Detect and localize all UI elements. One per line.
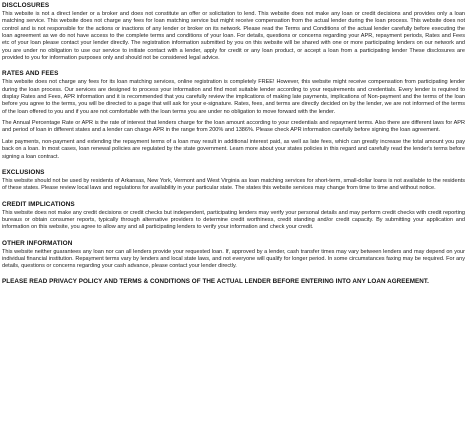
credit-implications-heading: CREDIT IMPLICATIONS [2,200,75,208]
privacy-terms-notice: PLEASE READ PRIVACY POLICY AND TERMS & CONDITIONS OF THE ACTUAL LENDER BEFORE ENTERING INTO ANY LOAN AGREEMENT. [2,277,429,285]
disclosures-body: This website is not a direct lender or a broker and does not constitute an offer or solicitation to lend. This website does not make any loan or credit decisions and provides only a loan matching service. This website does not charge any fees for loan matching service but might receive compensation from the actual lender during the loan process. This website does not control and is not responsible for the actions or inactions of any lender or broker on its network. Please read the Terms and Conditions of the actual lender carefully before executing the loan agreement as we do not have access to the complete terms and conditions of your loan. For details, questions or concerns regarding your APR, repayment periods, Rates and Fees etc of your loan please contact your lender directly. The registration information submitted by you on this website will be shared with one or more participating lenders on our network and you are under no obligation to use our service to initiate contact with a lender, apply for credit or any loan product, or accept a loan from a participating lender These disclosures are provided to you for information purposes only and should not be considered legal advice. [2,11,465,62]
rates-and-fees-body-2: The Annual Percentage Rate or APR is the rate of interest that lenders charge for the loan amount according to your credentials and repayment terms. Also there are different laws for APR and period of loan in different states and a lender can charge APR in the range from 200% and 1386%. Please check APR information carefully before signing the loan agreement. [2,120,465,134]
exclusions-heading: EXCLUSIONS [2,168,45,176]
rates-and-fees-heading: RATES AND FEES [2,70,59,78]
rates-and-fees-body-1: This website does not charge any fees for its loan matching services, online registration is completely FREE! However, this website might receive compensation from participating lender during the loan process. Our services are designed to process your information and find most suitable lender according to your requirements and credentials. Every lender is required to display Rates and Fees, APR information and it is recommended that you carefully review the implications of making late payments, implications of Non-payment and the terms of the loan before you agree to the terms, you will be directed to a page that will ask for your e-signature. Rates, fees, and terms are directly decided on by the lender, we are not informed of the terms of the loan offered to you and if you are not comfortable with the loan terms you are under no obligation to move forward with the lender. [2,79,465,115]
other-information-heading: OTHER INFORMATION [2,239,73,247]
credit-implications-body: This website does not make any credit decisions or credit checks but independent, participating lenders may verify your personal details and may perform credit checks with credit reporting bureaus or obtain consumer reports, typically through alternative providers to determine credit worthiness, credit standing and/or credit capacity. By submitting your application and information on this website, you agree to allow any and all participating lenders to verify your information and check your credit. [2,209,465,231]
disclosures-heading: DISCLOSURES [2,2,50,9]
other-information-body: This website neither guarantees any loan nor can all lenders provide your requested loan. If, approved by a lender, cash transfer times may vary between lenders and may depend on your individual financial institution. Repayment terms vary by lenders and local state laws, and not everyone will qualify for longer period. In some circumstances faxing may be required. For any details, questions or concerns regarding your cash advance, please contact your lender directly. [2,248,465,270]
rates-and-fees-body-3: Late payments, non-payment and extending the repayment terms of a loan may result in additional interest paid, as well as late fees, which can greatly increase the total amount you pay back on a loan. In most cases, loan renewal policies are regulated by the state government. Learn more about your states policies in this regard and carefully read the lender's terms before signing a loan contract. [2,138,465,160]
exclusions-body: This website should not be used by residents of Arkansas, New York, Vermont and West Virginia as loan matching services for short-term, small-dollar loans is not available to the residents of these states. Please review local laws and regulations for availability in your particular state. The states this website services may change from time to time and without notice. [2,177,465,192]
